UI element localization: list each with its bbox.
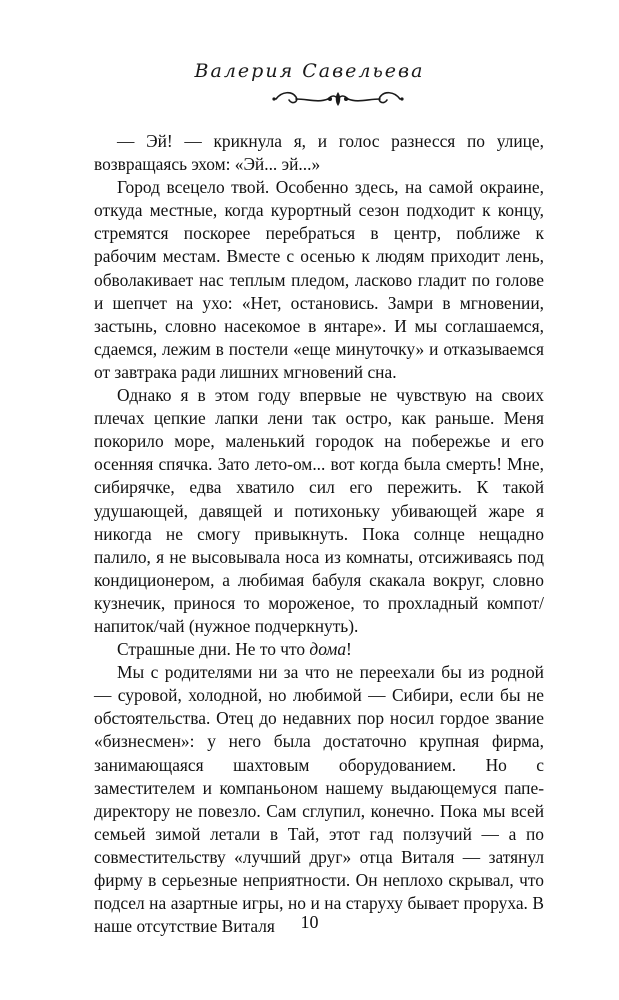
paragraph: Мы с родителями ни за что не переехали бы из родной — суровой, холодной, но любимой — Сибири, если бы не обстоятельства. Отец до недавних пор носил гордое звание «бизнесмен»: у него была достаточно крупная фирма, занимающаяся шахтовым оборудованием. Но с заместителем и компаньоном нашему выдающемуся папе-директору не повезло. Сам сглупил, конечно. Пока мы всей семьей зимой летали в Тай, этот гад ползучий — а по совместительству «лучший друг» отца Виталя — затянул фирму в серьезные неприятности. Он неплохо скрывал, что подсел на азартные игры, но и на старуху бывает проруха. В наше отсутствие Виталя (94, 662, 544, 937)
paragraph (94, 638, 544, 661)
emphasized-word: дома (309, 639, 347, 660)
decorative-flourish-icon (270, 89, 406, 109)
page-number: 10 (300, 912, 319, 932)
paragraph: — Эй! — крикнула я, и голос разнесся по улице, возвращаясь эхом: «Эй... эй...» (94, 131, 544, 175)
paragraph: Город всецело твой. Особенно здесь, на самой окраине, откуда местные, когда курортный сезон подходит к концу, стремятся поскорее перебраться в центр, поближе к рабочим местам. Вместе с осенью к людям приходит лень, обволакивает нас теплым пледом, ласково гладит по голове и шепчет на ухо: «Нет, остановись. Замри в мгновении, застынь, словно насекомое в янтаре». И мы соглашаемся, сдаемся, лежим в постели «еще минуточку» и отказываемся от завтрака ради лишних мгновений сна. (94, 177, 544, 382)
body-text (94, 130, 544, 938)
paragraph: Однако я в этом году впервые не чувствую на своих плечах цепкие лапки лени так остро, как раньше. Меня покорило море, маленький городок на побережье и его осенняя спячка. Зато лето-ом... вот когда была смерть! Мне, сибирячке, едва хватило сил его пережить. К такой удушающей, давящей и потихоньку убивающей жаре я никогда не смогу привыкнуть. Пока солнце нещадно палило, я не высовывала носа из комнаты, отсиживаясь под кондиционером, а любимая бабуля скакала вокруг, словно кузнечик, принося то мороженое, то прохладный компот/напиток/чай (нужное подчеркнуть). (94, 385, 544, 636)
paragraph-text: Страшные дни. Не то что (117, 639, 310, 660)
paragraph-text: ! (346, 639, 352, 660)
running-head-author: Валерия Савельева (194, 60, 425, 82)
